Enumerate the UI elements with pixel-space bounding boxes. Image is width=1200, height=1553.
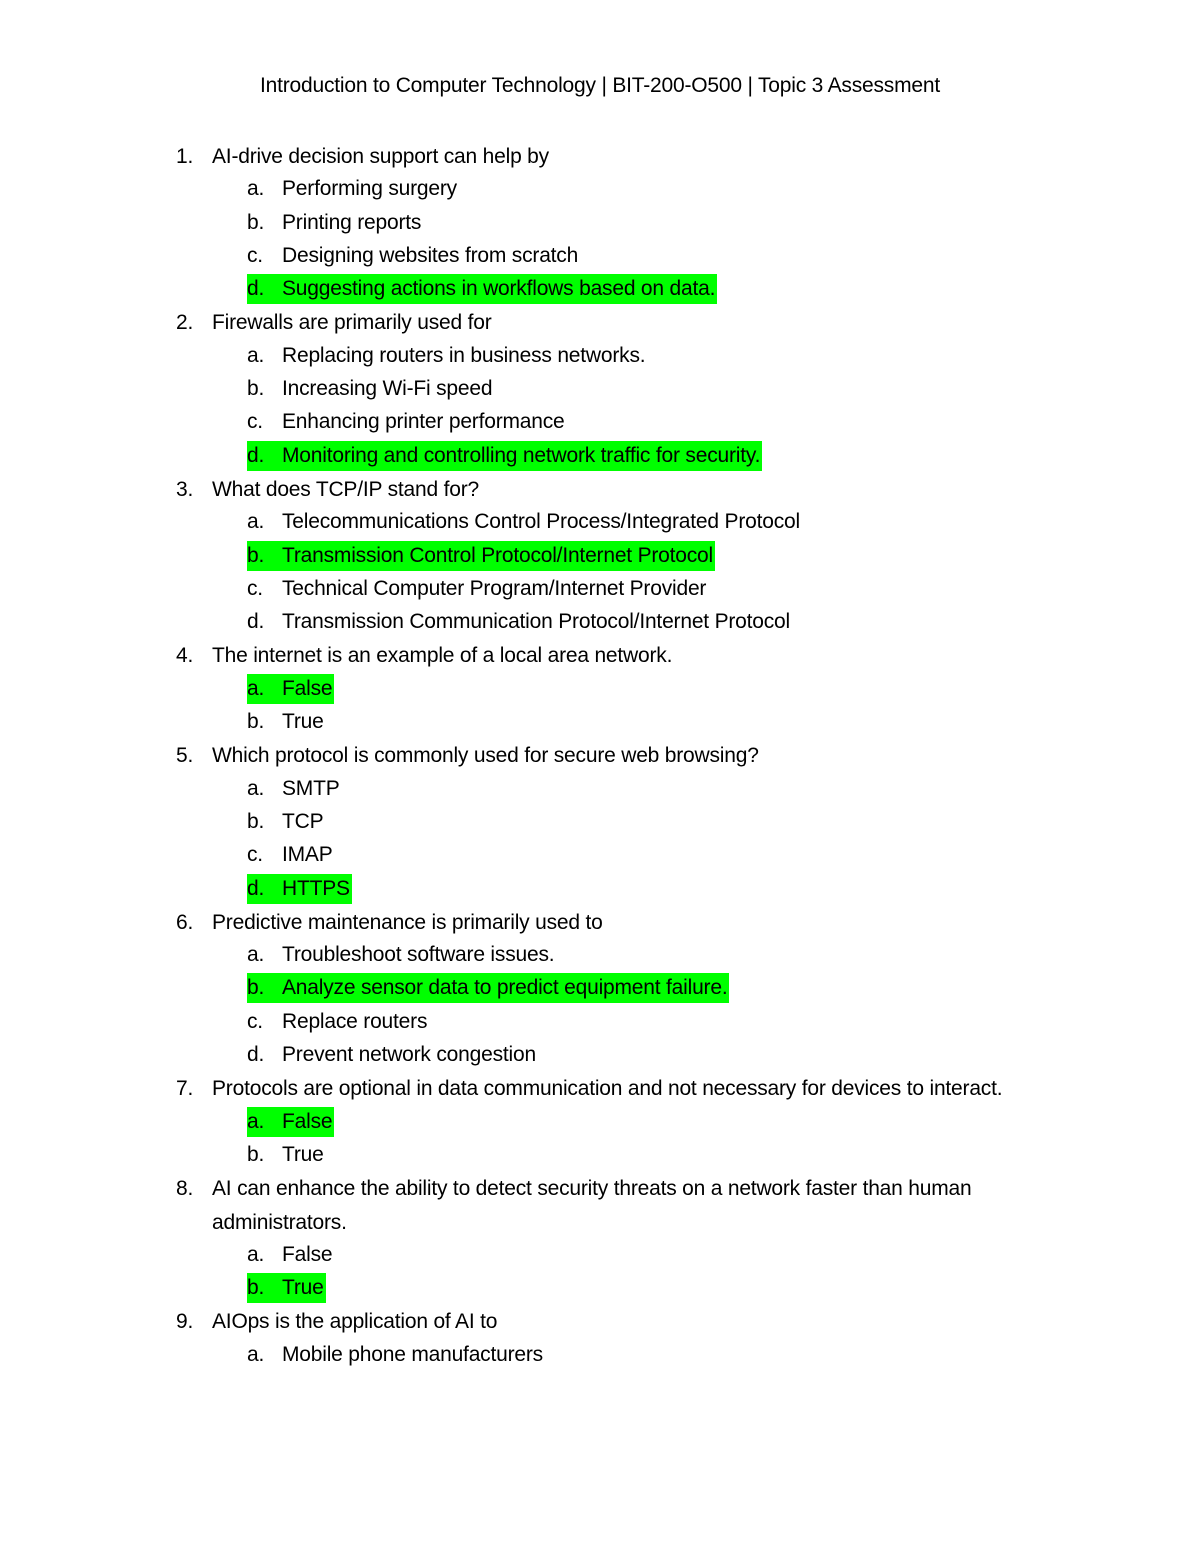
answer-option-correct (0, 273, 1200, 306)
answer-text-wrap (247, 1140, 326, 1170)
answer-text-wrap (247, 807, 325, 837)
answer-text-wrap (247, 1240, 334, 1270)
answer-options (0, 173, 1200, 306)
option-letter: a. (247, 1109, 265, 1133)
option-letter: b. (247, 809, 265, 833)
answer-option (0, 573, 1200, 606)
question-text: AIOps is the application of AI to (212, 1310, 498, 1334)
answer-option (0, 340, 1200, 373)
highlighted-answer (247, 1273, 326, 1303)
answer-text-wrap (247, 574, 708, 604)
question-stem (0, 1305, 1200, 1338)
question-item (0, 1305, 1200, 1372)
question-text: Predictive maintenance is primarily used to (212, 910, 603, 934)
option-letter: c. (247, 576, 263, 600)
question-number: 1. (176, 145, 194, 168)
option-letter: a. (247, 177, 265, 201)
option-text: Prevent network congestion (282, 1043, 536, 1067)
question-stem (0, 1072, 1200, 1105)
question-stem (0, 473, 1200, 506)
answer-text-wrap (247, 507, 802, 537)
question-stem (0, 140, 1200, 173)
option-text: SMTP (282, 776, 340, 800)
option-letter: d. (247, 876, 265, 900)
question-stem (0, 1172, 1200, 1239)
answer-option-correct (0, 1106, 1200, 1139)
question-item (0, 1072, 1200, 1172)
option-letter: c. (247, 1009, 263, 1033)
option-letter: a. (247, 676, 265, 700)
question-list (0, 140, 1200, 1372)
highlighted-answer (247, 674, 334, 704)
question-text: AI-drive decision support can help by (212, 145, 549, 168)
answer-option (0, 606, 1200, 639)
answer-option (0, 240, 1200, 273)
question-text: Protocols are optional in data communication and not necessary for devices to interact. (212, 1077, 1003, 1101)
answer-option-correct (0, 540, 1200, 573)
option-text: Performing surgery (282, 177, 457, 201)
answer-text-wrap (247, 607, 792, 637)
option-letter: c. (247, 843, 263, 867)
answer-text-wrap (247, 341, 647, 371)
option-letter: d. (247, 610, 265, 634)
question-text: Firewalls are primarily used for (212, 311, 492, 335)
answer-text-wrap (247, 774, 342, 804)
answer-options (0, 1339, 1200, 1372)
option-letter: a. (247, 776, 265, 800)
answer-text-wrap (247, 208, 423, 238)
answer-text-wrap (247, 840, 335, 870)
answer-option-correct (0, 440, 1200, 473)
highlighted-answer (247, 441, 762, 471)
question-number: 3. (176, 477, 194, 501)
option-text: IMAP (282, 843, 333, 867)
option-letter: b. (247, 710, 265, 734)
option-letter: d. (247, 443, 265, 467)
option-text: Increasing Wi-Fi speed (282, 377, 493, 401)
answer-option (0, 839, 1200, 872)
question-number: 7. (176, 1077, 194, 1101)
answer-option (0, 373, 1200, 406)
option-text: Analyze sensor data to predict equipment failure. (282, 976, 728, 1000)
answer-text-wrap (247, 1340, 545, 1370)
option-text: False (282, 1242, 333, 1266)
option-letter: a. (247, 510, 265, 534)
answer-options (0, 673, 1200, 740)
question-number: 4. (176, 644, 194, 668)
option-letter: b. (247, 976, 265, 1000)
question-item (0, 140, 1200, 306)
question-number: 9. (176, 1310, 194, 1334)
answer-options (0, 506, 1200, 639)
option-letter: a. (247, 343, 265, 367)
option-letter: d. (247, 277, 265, 301)
answer-text-wrap (247, 241, 580, 271)
question-text: Which protocol is commonly used for secure web browsing? (212, 744, 759, 768)
question-number: 8. (176, 1177, 194, 1201)
question-number: 6. (176, 910, 194, 934)
answer-option-correct (0, 1272, 1200, 1305)
answer-text-wrap (247, 707, 326, 737)
answer-text-wrap (247, 1007, 429, 1037)
option-letter: b. (247, 1276, 265, 1300)
option-text: Mobile phone manufacturers (282, 1342, 543, 1366)
option-text: True (282, 1276, 324, 1300)
option-text: Enhancing printer performance (282, 410, 565, 434)
answer-option (0, 406, 1200, 439)
option-text: Suggesting actions in workflows based on data. (282, 277, 716, 301)
option-letter: b. (247, 377, 265, 401)
answer-options (0, 1239, 1200, 1306)
highlighted-answer (247, 541, 715, 571)
option-letter: c. (247, 410, 263, 434)
answer-options (0, 939, 1200, 1072)
answer-option (0, 1006, 1200, 1039)
option-text: Technical Computer Program/Internet Provider (282, 576, 707, 600)
option-text: False (282, 1109, 333, 1133)
option-text: Transmission Control Protocol/Internet Protocol (282, 543, 714, 567)
question-item (0, 1172, 1200, 1305)
option-letter: a. (247, 943, 265, 967)
question-stem (0, 306, 1200, 339)
answer-text-wrap (247, 374, 494, 404)
question-text: What does TCP/IP stand for? (212, 477, 479, 501)
option-text: False (282, 676, 333, 700)
option-text: Replace routers (282, 1009, 428, 1033)
highlighted-answer (247, 1107, 334, 1137)
option-letter: b. (247, 210, 265, 234)
question-number: 5. (176, 744, 194, 768)
question-item (0, 639, 1200, 739)
page-header: Introduction to Computer Technology | BIT-200-O500 | Topic 3 Assessment (260, 74, 940, 97)
answer-option (0, 207, 1200, 240)
answer-text-wrap (247, 174, 459, 204)
question-item (0, 739, 1200, 905)
answer-option (0, 1039, 1200, 1072)
answer-option-correct (0, 673, 1200, 706)
option-text: Transmission Communication Protocol/Internet Protocol (282, 610, 791, 634)
option-letter: b. (247, 543, 265, 567)
option-letter: c. (247, 243, 263, 267)
answer-text-wrap (247, 1040, 538, 1070)
question-item (0, 906, 1200, 1072)
question-text: The internet is an example of a local area network. (212, 644, 673, 668)
highlighted-answer (247, 274, 717, 304)
answer-option (0, 806, 1200, 839)
option-text: Monitoring and controlling network traffic for security. (282, 443, 761, 467)
option-letter: b. (247, 1142, 265, 1166)
option-text: Telecommunications Control Process/Integrated Protocol (282, 510, 800, 534)
answer-options (0, 1106, 1200, 1173)
option-text: True (282, 1142, 324, 1166)
question-item (0, 473, 1200, 639)
answer-option (0, 939, 1200, 972)
answer-options (0, 773, 1200, 906)
question-number: 2. (176, 311, 194, 335)
option-letter: a. (247, 1342, 265, 1366)
option-text: Designing websites from scratch (282, 243, 579, 267)
question-text: AI can enhance the ability to detect security threats on a network faster than human administrators. (212, 1177, 972, 1234)
question-stem (0, 639, 1200, 672)
answer-option (0, 173, 1200, 206)
highlighted-answer (247, 874, 352, 904)
answer-options (0, 340, 1200, 473)
option-text: Troubleshoot software issues. (282, 943, 555, 967)
answer-option (0, 1339, 1200, 1372)
option-text: Printing reports (282, 210, 422, 234)
answer-option (0, 1239, 1200, 1272)
answer-text-wrap (247, 940, 556, 970)
option-text: Replacing routers in business networks. (282, 343, 646, 367)
answer-option (0, 506, 1200, 539)
highlighted-answer (247, 973, 729, 1003)
answer-option (0, 773, 1200, 806)
question-stem (0, 906, 1200, 939)
option-text: TCP (282, 809, 324, 833)
option-text: True (282, 710, 324, 734)
option-text: HTTPS (282, 876, 350, 900)
option-letter: a. (247, 1242, 265, 1266)
question-item (0, 306, 1200, 472)
option-letter: d. (247, 1043, 265, 1067)
question-stem (0, 739, 1200, 772)
answer-option (0, 706, 1200, 739)
answer-option-correct (0, 873, 1200, 906)
answer-option (0, 1139, 1200, 1172)
answer-text-wrap (247, 407, 567, 437)
answer-option-correct (0, 972, 1200, 1005)
